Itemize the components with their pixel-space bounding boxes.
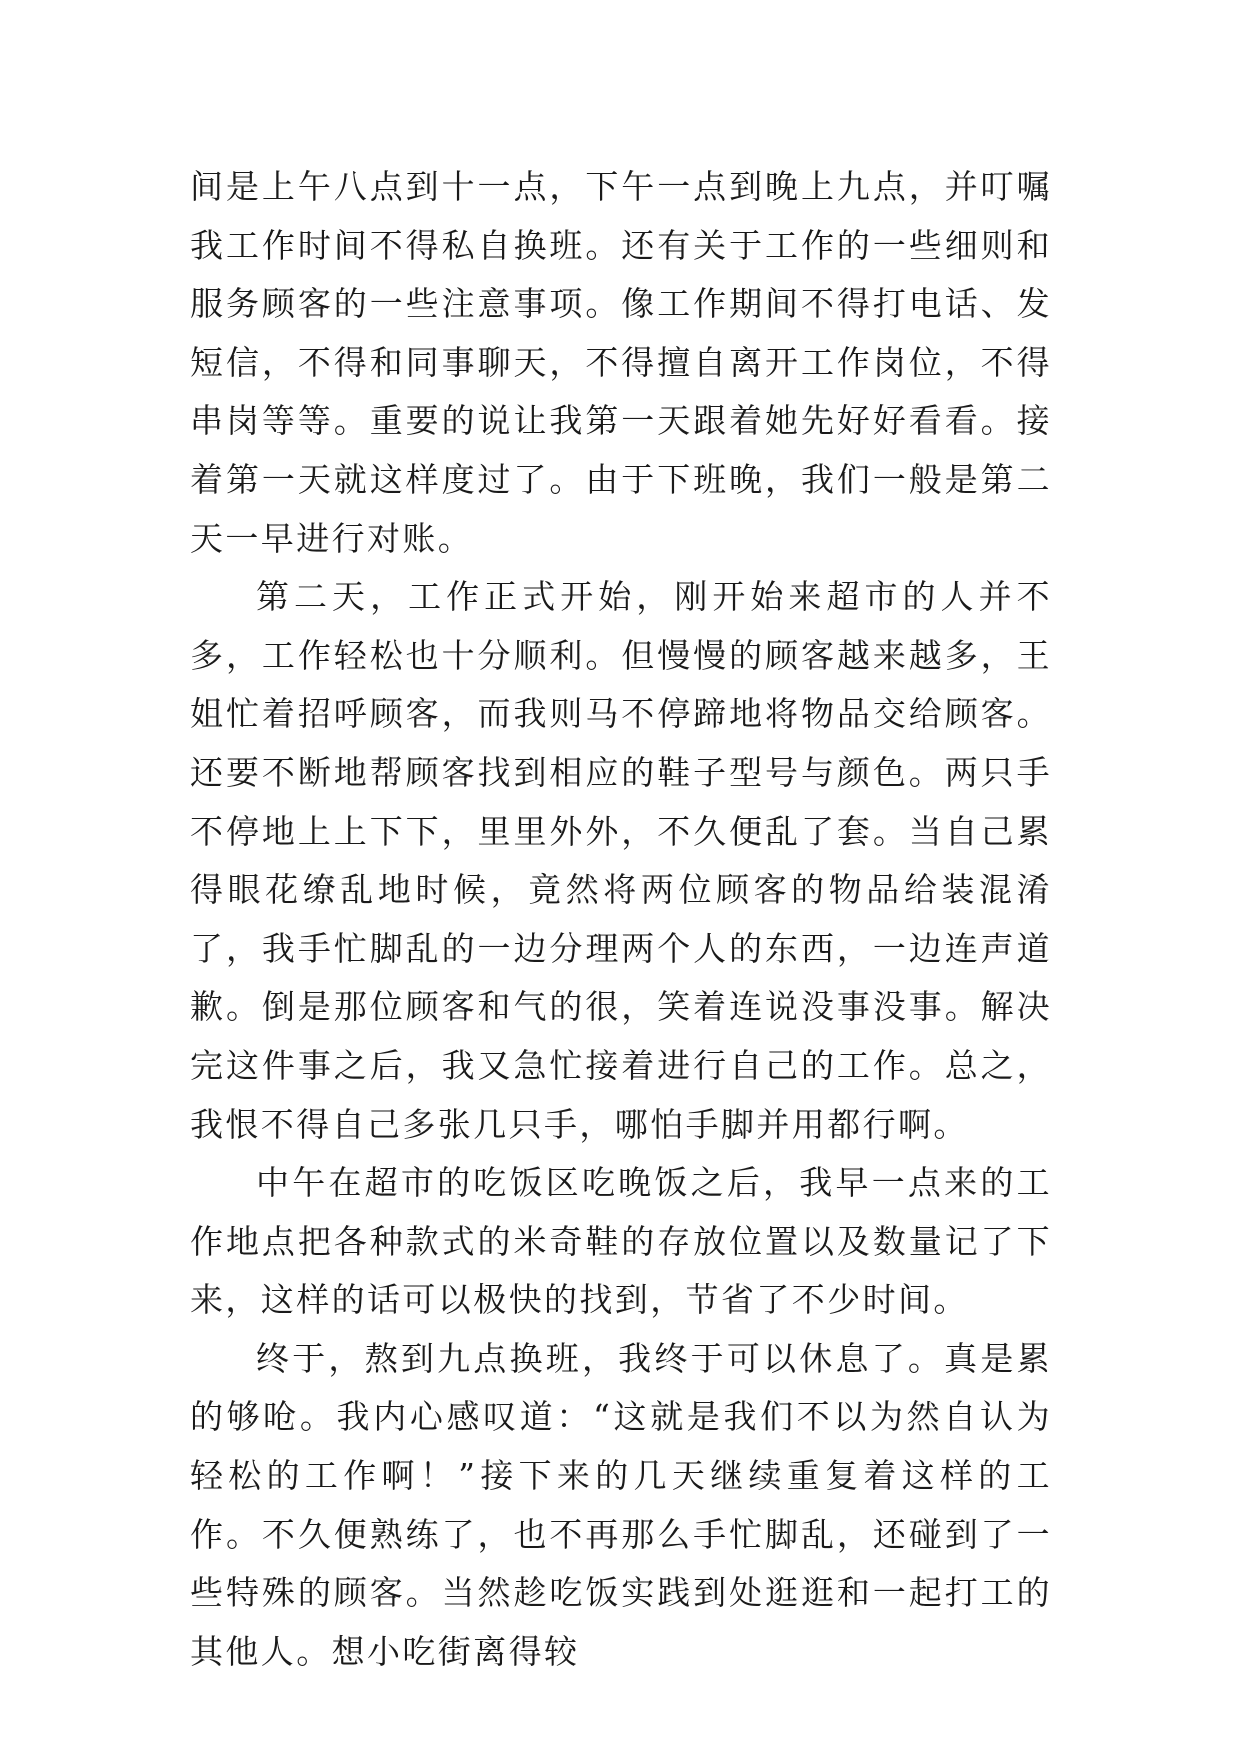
document-body <box>190 158 1052 1681</box>
paragraph-noon: 中午在超市的吃饭区吃晚饭之后，我早一点来的工作地点把各种款式的米奇鞋的存放位置以及数量记了下来，这样的话可以极快的找到，节省了不少时间。 <box>190 1163 1052 1320</box>
paragraph-continuation: 间是上午八点到十一点，下午一点到晚上九点，并叮嘱我工作时间不得私自换班。还有关于工作的一些细则和服务顾客的一些注意事项。像工作期间不得打电话、发短信，不得和同事聊天，不得擅自离开工作岗位，不得串岗等等。重要的说让我第一天跟着她先好好看看。接着第一天就这样度过了。由于下班晚，我们一般是第二天一早进行对账。 <box>190 167 1052 558</box>
paragraph-shift-end: 终于，熬到九点换班，我终于可以休息了。真是累的够呛。我内心感叹道：“这就是我们不以为然自认为轻松的工作啊！”接下来的几天继续重复着这样的工作。不久便熟练了，也不再那么手忙脚乱，还碰到了一些特殊的顾客。当然趁吃饭实践到处逛逛和一起打工的其他人。想小吃街离得较 <box>190 1338 1052 1671</box>
paragraph-second-day: 第二天，工作正式开始，刚开始来超市的人并不多，工作轻松也十分顺利。但慢慢的顾客越来越多，王姐忙着招呼顾客，而我则马不停蹄地将物品交给顾客。还要不断地帮顾客找到相应的鞋子型号与颜色。两只手不停地上上下下，里里外外，不久便乱了套。当自己累得眼花缭乱地时候，竟然将两位顾客的物品给装混淆了，我手忙脚乱的一边分理两个人的东西，一边连声道歉。倒是那位顾客和气的很，笑着连说没事没事。解决完这件事之后，我又急忙接着进行自己的工作。总之，我恨不得自己多张几只手，哪怕手脚并用都行啊。 <box>190 577 1052 1144</box>
